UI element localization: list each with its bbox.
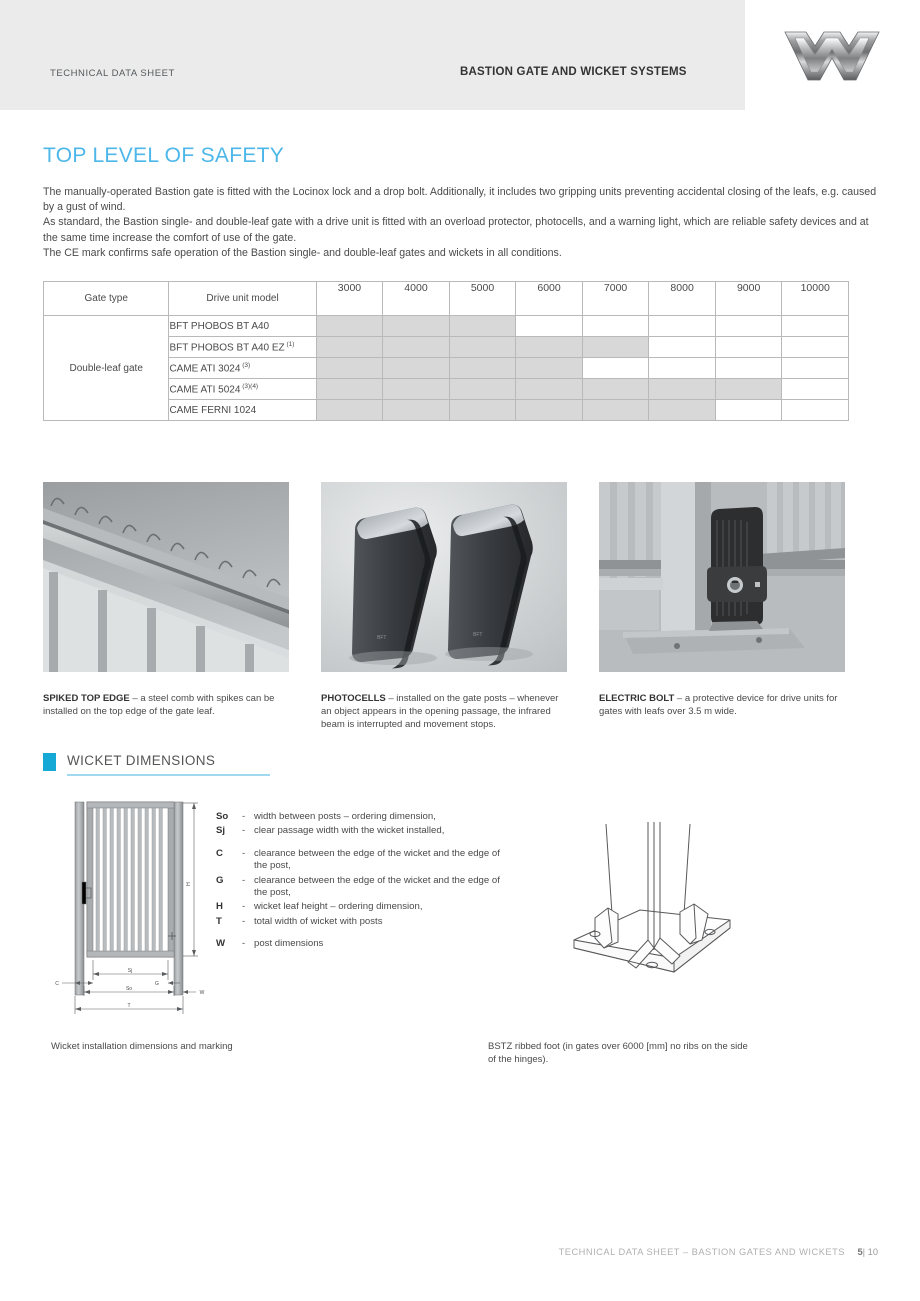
caption-bold-2: PHOTOCELLS bbox=[321, 693, 386, 704]
dim-label-sj: Sj bbox=[127, 968, 133, 974]
legend-item bbox=[216, 848, 506, 873]
legend-dash: - bbox=[242, 811, 246, 822]
cell-available bbox=[383, 337, 450, 358]
caption-text-3: – a protective device for drive units for gates with leafs over 3.5 m wide. bbox=[599, 693, 838, 717]
legend-definition: clearance between the edge of the wicket and the edge of the post, bbox=[254, 847, 500, 872]
th-width-3000: 3000 bbox=[316, 282, 383, 316]
legend-dash: - bbox=[242, 825, 246, 837]
footnote-marker: (3) bbox=[240, 361, 251, 369]
cell-unavailable bbox=[782, 400, 849, 421]
electric-bolt-caption bbox=[599, 692, 851, 718]
cell-available bbox=[649, 400, 716, 421]
cell-available bbox=[449, 358, 516, 379]
caption-bold-1: SPIKED TOP EDGE bbox=[43, 693, 130, 704]
page-title: TOP LEVEL OF SAFETY bbox=[43, 144, 285, 167]
cell-unavailable bbox=[782, 337, 849, 358]
cell-available bbox=[516, 337, 583, 358]
footer-text: TECHNICAL DATA SHEET – BASTION GATES AND WICKETS bbox=[558, 1247, 845, 1257]
th-drive-unit: Drive unit model bbox=[169, 282, 316, 316]
th-width-5000: 5000 bbox=[449, 282, 516, 316]
footer-page-number bbox=[857, 1247, 878, 1257]
cell-unavailable bbox=[715, 358, 782, 379]
legend-item bbox=[216, 811, 506, 823]
cell-available bbox=[516, 400, 583, 421]
th-width-7000: 7000 bbox=[582, 282, 649, 316]
caption-text-2: – installed on the gate posts – whenever an object appears in the opening passage, the infrared beam is interrupted and movement stops. bbox=[321, 693, 559, 730]
cell-available bbox=[383, 316, 450, 337]
cell-unavailable bbox=[649, 337, 716, 358]
cell-available bbox=[316, 316, 383, 337]
wicket-drawing-caption bbox=[51, 1040, 271, 1053]
cell-available bbox=[582, 379, 649, 400]
wicket-dimensions-label: WICKET DIMENSIONS bbox=[67, 753, 216, 768]
cell-unavailable bbox=[649, 358, 716, 379]
footer-current-page: 5 bbox=[857, 1247, 863, 1257]
cell-drive-unit-model: BFT PHOBOS BT A40 EZ $^{(1)}$ bbox=[169, 337, 316, 358]
cell-available bbox=[449, 400, 516, 421]
legend-definition: wicket leaf height – ordering dimension, bbox=[254, 901, 423, 913]
th-width-10000: 10000 bbox=[782, 282, 849, 316]
bstz-foot-caption bbox=[488, 1040, 748, 1066]
legend-definition: clearance between the edge of the wicket and the edge of the post, bbox=[254, 874, 500, 899]
intro-text bbox=[43, 185, 879, 261]
wicket-dimensions-drawing bbox=[46, 800, 214, 1022]
legend-symbol: H bbox=[216, 901, 223, 913]
table-header-row bbox=[44, 282, 849, 316]
caption-text-1: – a steel comb with spikes can be installed on the top edge of the gate leaf. bbox=[43, 693, 275, 717]
cell-available bbox=[582, 337, 649, 358]
cell-unavailable bbox=[782, 358, 849, 379]
legend-definition: post dimensions bbox=[254, 938, 324, 950]
photocells-caption bbox=[321, 692, 571, 731]
svg-text:BFT: BFT bbox=[473, 632, 483, 638]
cell-available bbox=[316, 358, 383, 379]
cell-available bbox=[449, 337, 516, 358]
cell-available bbox=[649, 379, 716, 400]
dim-label-h: H bbox=[186, 882, 192, 886]
cell-available bbox=[449, 316, 516, 337]
legend-symbol: W bbox=[216, 938, 226, 950]
dim-label-w: W bbox=[199, 990, 205, 996]
bstz-caption-text: BSTZ ribbed foot (in gates over 6000 [mm] no ribs on the side of the hinges). bbox=[488, 1041, 748, 1065]
intro-paragraph-2: As standard, the Bastion single- and double-leaf gate with a drive unit is fitted with an overload protector, photocells, and a warning light, which are reliable safety devices and at the same time increase the comfort of use of the gate. bbox=[43, 216, 869, 244]
th-width-4000: 4000 bbox=[383, 282, 450, 316]
wicket-dimensions-heading bbox=[43, 751, 243, 777]
photocells-photo bbox=[321, 482, 567, 672]
legend-item bbox=[216, 901, 506, 913]
legend-definition: clear passage width with the wicket installed, bbox=[254, 825, 445, 837]
legend-symbol: C bbox=[216, 847, 223, 859]
cell-available bbox=[383, 400, 450, 421]
legend-dash: - bbox=[242, 847, 246, 859]
legend-symbol: G bbox=[216, 874, 224, 886]
cell-unavailable bbox=[516, 316, 583, 337]
legend-symbol: So bbox=[216, 811, 229, 822]
legend-dash: - bbox=[242, 901, 246, 913]
cell-gate-type: Double-leaf gate bbox=[44, 316, 169, 421]
legend-symbol: Sj bbox=[216, 825, 226, 837]
cell-unavailable bbox=[715, 337, 782, 358]
legend-item bbox=[216, 938, 506, 950]
legend-item bbox=[216, 825, 506, 837]
cell-available bbox=[316, 379, 383, 400]
footnote-marker: (3)(4) bbox=[240, 382, 259, 390]
header-left-label: TECHNICAL DATA SHEET bbox=[50, 68, 175, 79]
table-body bbox=[44, 316, 849, 421]
cell-available bbox=[316, 337, 383, 358]
heading-underline bbox=[67, 774, 270, 776]
th-width-6000: 6000 bbox=[516, 282, 583, 316]
cell-unavailable bbox=[715, 400, 782, 421]
dim-label-g: G bbox=[155, 981, 159, 987]
footnote-marker: (1) bbox=[284, 340, 295, 348]
caption-bold-3: ELECTRIC BOLT bbox=[599, 693, 675, 704]
section-marker-square bbox=[43, 753, 56, 771]
legend-dash: - bbox=[242, 915, 246, 927]
wicket-legend-list bbox=[216, 811, 506, 953]
cell-drive-unit-model: BFT PHOBOS BT A40 bbox=[169, 316, 316, 337]
legend-item bbox=[216, 875, 506, 900]
cell-unavailable bbox=[782, 379, 849, 400]
dim-label-t: T bbox=[127, 1003, 131, 1009]
cell-available bbox=[449, 379, 516, 400]
spiked-top-edge-caption bbox=[43, 692, 293, 718]
bstz-ribbed-foot-drawing bbox=[562, 822, 768, 1000]
cell-available bbox=[715, 379, 782, 400]
footer-total-pages: | 10 bbox=[862, 1247, 878, 1257]
dim-label-so: So bbox=[125, 986, 133, 992]
intro-paragraph-1: The manually-operated Bastion gate is fitted with the Locinox lock and a drop bolt. Additionally, it includes two gripping units preventing accidental closing of the leafs, e.g. caused by a gust of wind. bbox=[43, 186, 877, 214]
spiked-top-edge-photo bbox=[43, 482, 289, 672]
cell-drive-unit-model: CAME FERNI 1024 bbox=[169, 400, 316, 421]
intro-paragraph-3: The CE mark confirms safe operation of the Bastion single- and double-leaf gates and wickets in all conditions. bbox=[43, 246, 562, 259]
cell-available bbox=[383, 358, 450, 379]
legend-symbol: T bbox=[216, 915, 222, 927]
cell-unavailable bbox=[782, 316, 849, 337]
cell-drive-unit-model: CAME ATI 3024 $^{(3)}$ bbox=[169, 358, 316, 379]
electric-bolt-photo bbox=[599, 482, 845, 672]
cell-available bbox=[582, 400, 649, 421]
page-footer bbox=[0, 1247, 920, 1267]
cell-available bbox=[516, 379, 583, 400]
legend-definition: total width of wicket with posts bbox=[254, 915, 383, 927]
th-gate-type: Gate type bbox=[44, 282, 169, 316]
header-center-title: BASTION GATE AND WICKET SYSTEMS bbox=[460, 66, 687, 78]
cell-unavailable bbox=[715, 316, 782, 337]
cell-available bbox=[516, 358, 583, 379]
table-row bbox=[44, 316, 849, 337]
page-header bbox=[0, 0, 920, 110]
legend-item bbox=[216, 916, 506, 928]
legend-dash: - bbox=[242, 938, 246, 950]
th-width-9000: 9000 bbox=[715, 282, 782, 316]
cell-unavailable bbox=[649, 316, 716, 337]
cell-unavailable bbox=[582, 316, 649, 337]
drive-unit-width-table bbox=[43, 281, 849, 421]
dim-label-c: C bbox=[55, 981, 59, 987]
th-width-8000: 8000 bbox=[649, 282, 716, 316]
cell-drive-unit-model: CAME ATI 5024 $^{(3)(4)}$ bbox=[169, 379, 316, 400]
cell-available bbox=[383, 379, 450, 400]
cell-unavailable bbox=[582, 358, 649, 379]
cell-available bbox=[316, 400, 383, 421]
wisniowski-w-logo bbox=[782, 24, 882, 86]
legend-definition: width between posts – ordering dimension, bbox=[254, 811, 436, 822]
legend-dash: - bbox=[242, 874, 246, 886]
svg-text:BFT: BFT bbox=[377, 635, 387, 641]
wicket-caption-text: Wicket installation dimensions and marking bbox=[51, 1041, 233, 1052]
